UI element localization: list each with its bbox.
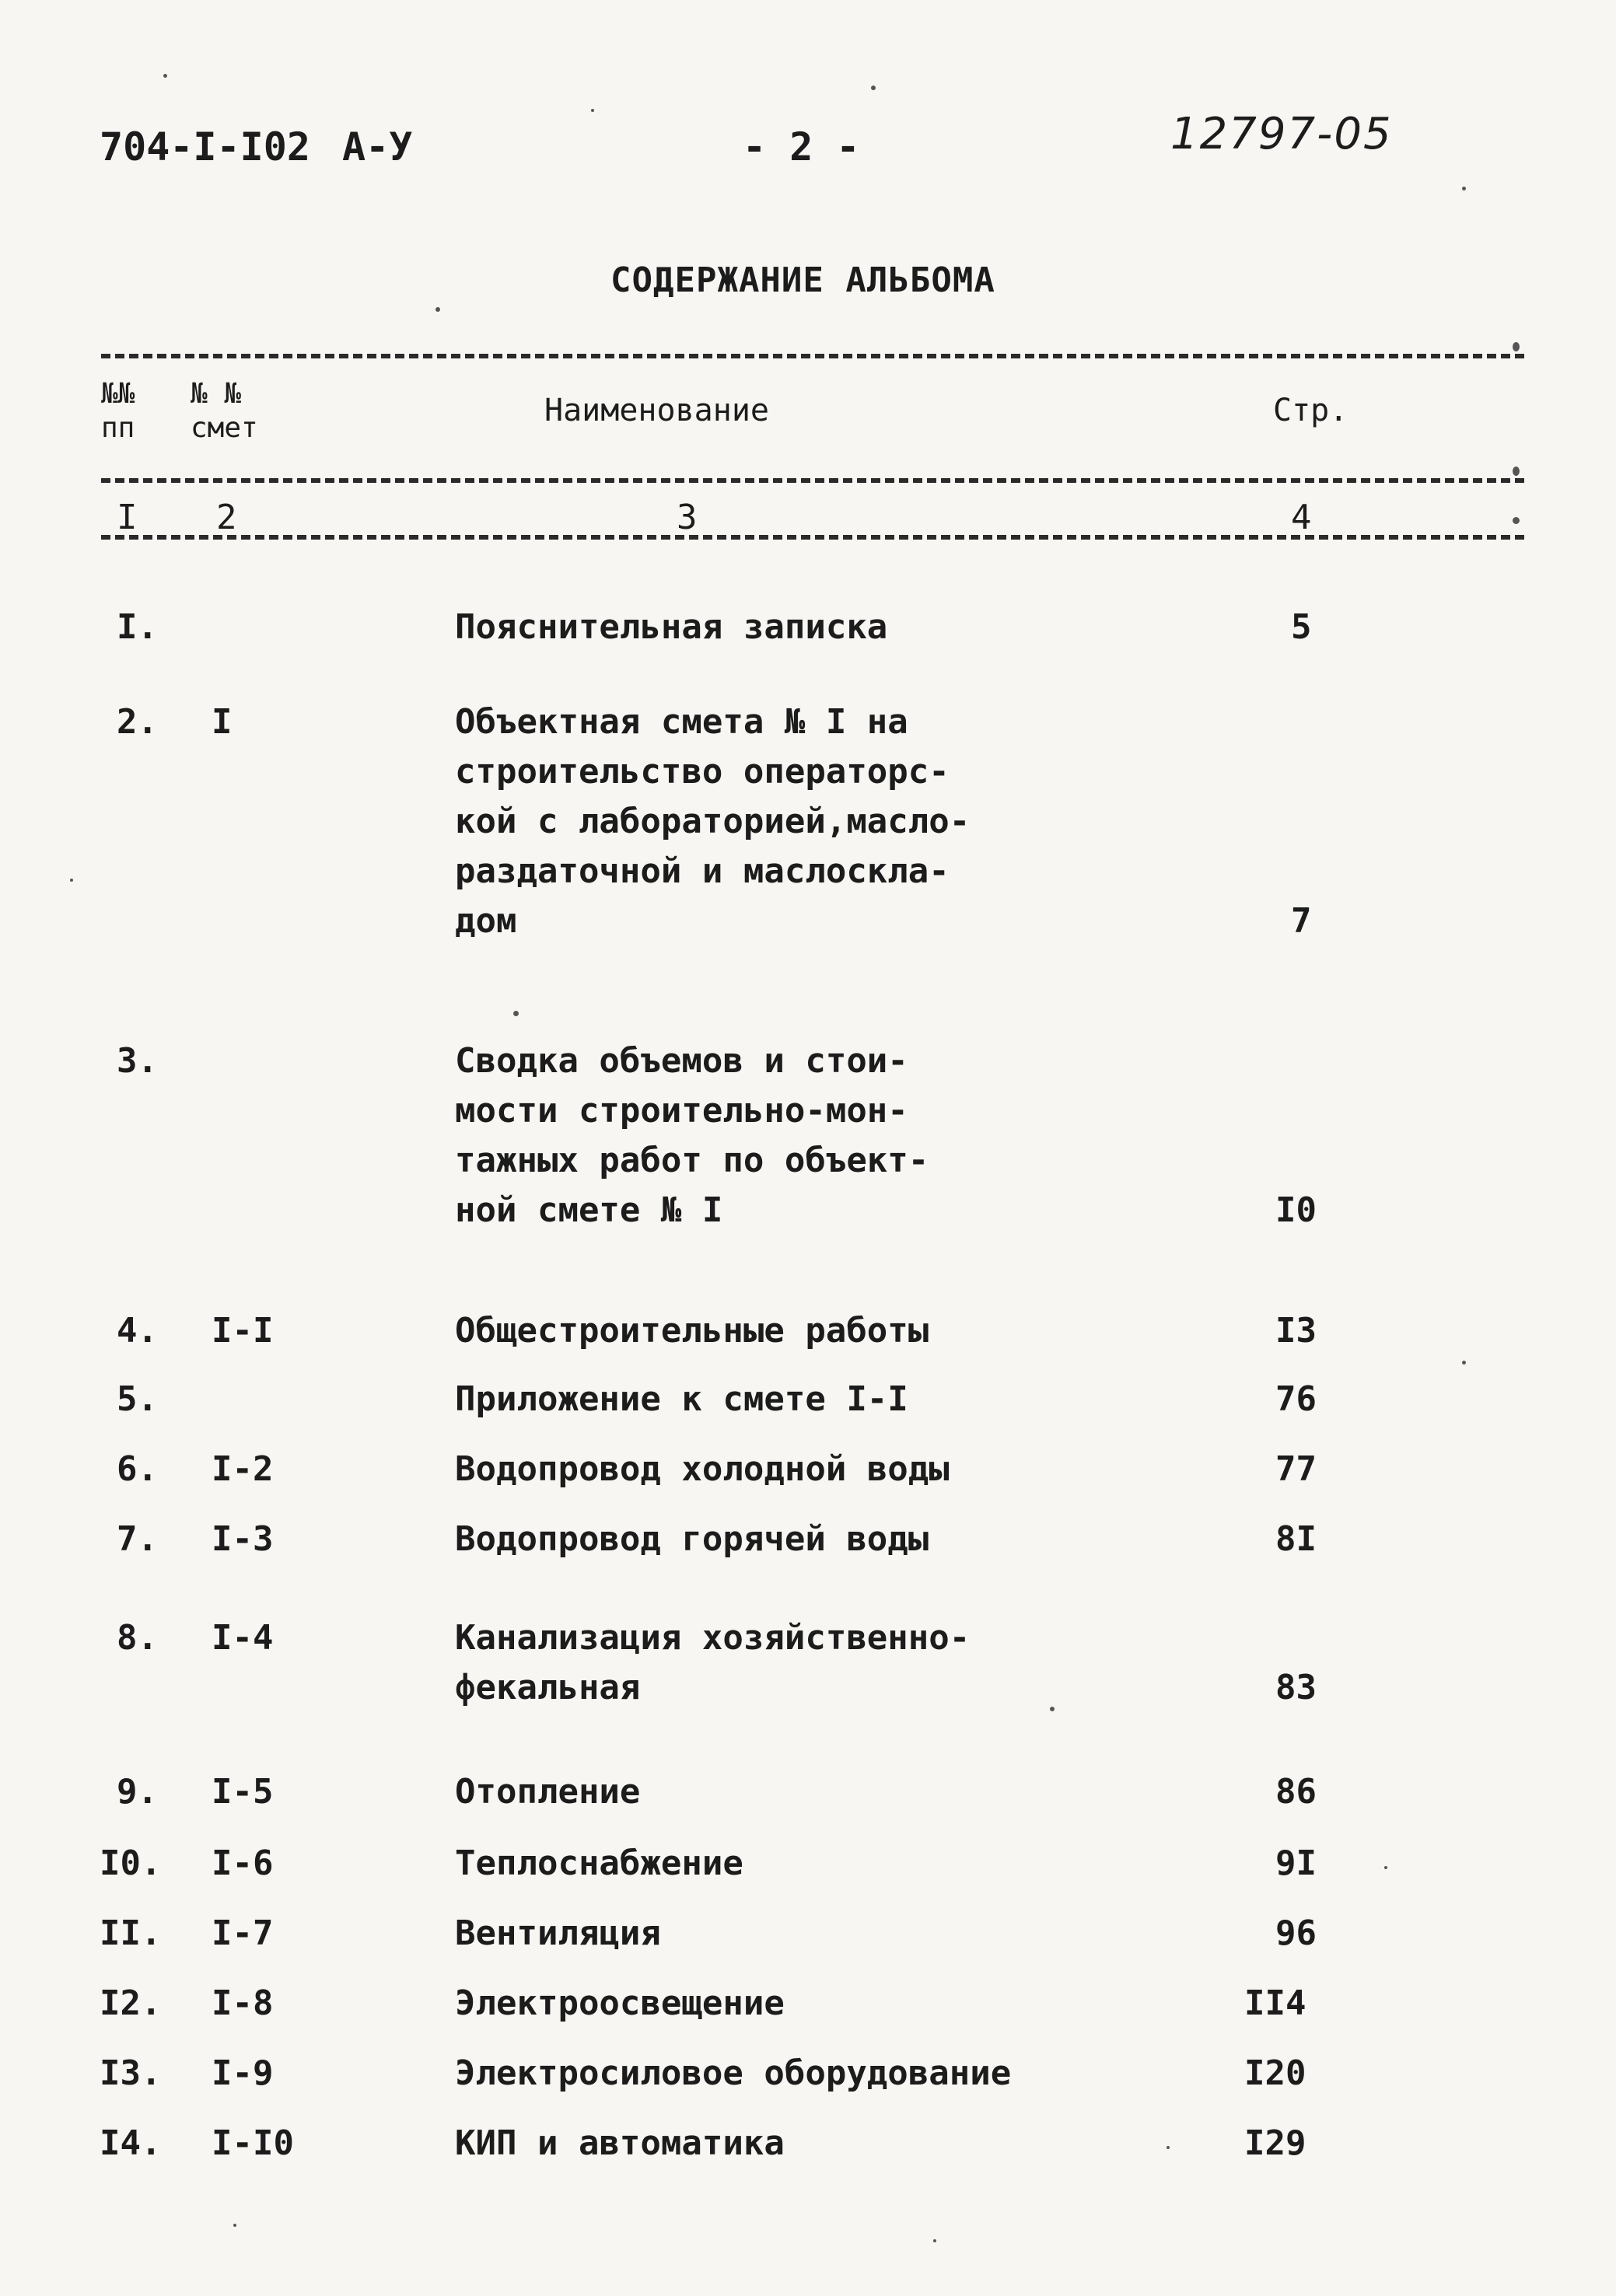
row-name: Водопровод холодной воды bbox=[455, 1449, 950, 1489]
col-name-header: Наименование bbox=[544, 393, 769, 428]
page-number: - 2 - bbox=[743, 124, 860, 169]
sheet-label: А-У bbox=[342, 124, 413, 169]
scan-speck bbox=[591, 109, 594, 112]
scan-speck bbox=[1513, 467, 1520, 476]
row-page: 86 bbox=[1275, 1772, 1317, 1812]
col-estimate-header bbox=[191, 377, 258, 446]
row-page: 7 bbox=[1291, 901, 1312, 941]
col-number-2: 2 bbox=[216, 498, 237, 537]
row-name: Электросиловое оборудование bbox=[455, 2053, 1012, 2093]
row-estimate: I-4 bbox=[212, 1618, 274, 1658]
row-number: 3. bbox=[117, 1041, 158, 1081]
scan-speck bbox=[1462, 187, 1466, 190]
row-page: I20 bbox=[1244, 2053, 1306, 2093]
header-separator-rule bbox=[101, 478, 1524, 483]
scan-speck bbox=[1513, 517, 1520, 524]
row-page: II4 bbox=[1244, 1983, 1306, 2023]
row-estimate: I bbox=[212, 702, 233, 742]
col-estimate-header-line1: № № bbox=[191, 378, 242, 410]
row-name: Объектная смета № I на строительство операторс- кой с лабораторией,масло- раздаточной и маслоскла- дом bbox=[455, 702, 971, 941]
row-name: Сводка объемов и стои- мости строительно-мон- тажных работ по объект- ной смете № I bbox=[455, 1041, 929, 1230]
scan-speck bbox=[1513, 342, 1520, 351]
row-number: 4. bbox=[117, 1311, 158, 1351]
row-estimate: I-2 bbox=[212, 1449, 274, 1489]
row-page: 76 bbox=[1275, 1379, 1317, 1419]
scan-speck bbox=[933, 2239, 936, 2242]
row-page: I0 bbox=[1275, 1190, 1317, 1230]
row-number: I0. bbox=[100, 1843, 162, 1883]
row-estimate: I-5 bbox=[212, 1772, 274, 1812]
scan-speck bbox=[233, 2224, 236, 2227]
row-page: 5 bbox=[1291, 607, 1312, 647]
document-code: 704-I-I02 bbox=[100, 124, 310, 169]
row-estimate: I-7 bbox=[212, 1913, 274, 1953]
row-estimate: I-3 bbox=[212, 1519, 274, 1559]
row-name: Водопровод горячей воды bbox=[455, 1519, 929, 1559]
row-name: Электроосвещение bbox=[455, 1983, 785, 2023]
scan-speck bbox=[435, 307, 440, 312]
row-page: 8I bbox=[1275, 1519, 1317, 1559]
row-name: Приложение к смете I-I bbox=[455, 1379, 908, 1419]
scan-speck bbox=[871, 86, 876, 90]
row-number: I. bbox=[117, 607, 158, 647]
row-number: I3. bbox=[100, 2053, 162, 2093]
row-number: 6. bbox=[117, 1449, 158, 1489]
col-estimate-header-line2: смет bbox=[191, 412, 258, 444]
row-estimate: I-I0 bbox=[212, 2123, 294, 2163]
row-name: КИП и автоматика bbox=[455, 2123, 785, 2163]
row-name: Отопление bbox=[455, 1772, 641, 1812]
handwritten-number: 12797-05 bbox=[1170, 109, 1393, 159]
col-no-header-line1: №№ bbox=[101, 378, 135, 410]
row-number: II. bbox=[100, 1913, 162, 1953]
row-estimate: I-I bbox=[212, 1311, 274, 1351]
scan-speck bbox=[1167, 2146, 1170, 2149]
row-name: Вентиляция bbox=[455, 1913, 661, 1953]
row-name: Теплоснабжение bbox=[455, 1843, 743, 1883]
row-estimate: I-6 bbox=[212, 1843, 274, 1883]
row-name: Пояснительная записка bbox=[455, 607, 888, 647]
col-page-header: Стр. bbox=[1273, 393, 1348, 428]
row-name: Общестроительные работы bbox=[455, 1311, 929, 1351]
page-title: СОДЕРЖАНИЕ АЛЬБОМА bbox=[610, 260, 995, 300]
scan-speck bbox=[1384, 1866, 1387, 1869]
table-header-bottom-rule bbox=[101, 535, 1524, 540]
row-number: 7. bbox=[117, 1519, 158, 1559]
row-page: 9I bbox=[1275, 1843, 1317, 1883]
row-number: 9. bbox=[117, 1772, 158, 1812]
col-number-4: 4 bbox=[1291, 498, 1312, 537]
row-page: 83 bbox=[1275, 1668, 1317, 1707]
row-number: 5. bbox=[117, 1379, 158, 1419]
scan-speck bbox=[1050, 1707, 1055, 1711]
col-number-1: I bbox=[117, 498, 138, 537]
col-no-header-line2: пп bbox=[101, 412, 135, 444]
scan-speck bbox=[163, 74, 167, 78]
col-no-header bbox=[101, 377, 135, 446]
row-page: I29 bbox=[1244, 2123, 1306, 2163]
row-number: I2. bbox=[100, 1983, 162, 2023]
scan-speck bbox=[70, 879, 73, 882]
row-number: 2. bbox=[117, 702, 158, 742]
row-number: 8. bbox=[117, 1618, 158, 1658]
row-page: 96 bbox=[1275, 1913, 1317, 1953]
row-name: Канализация хозяйственно- фекальная bbox=[455, 1618, 971, 1707]
row-number: I4. bbox=[100, 2123, 162, 2163]
row-page: I3 bbox=[1275, 1311, 1317, 1351]
scan-speck bbox=[1462, 1361, 1466, 1365]
table-top-rule bbox=[101, 354, 1524, 358]
scan-speck bbox=[513, 1011, 519, 1016]
row-estimate: I-9 bbox=[212, 2053, 274, 2093]
row-page: 77 bbox=[1275, 1449, 1317, 1489]
col-number-3: 3 bbox=[677, 498, 698, 537]
row-estimate: I-8 bbox=[212, 1983, 274, 2023]
